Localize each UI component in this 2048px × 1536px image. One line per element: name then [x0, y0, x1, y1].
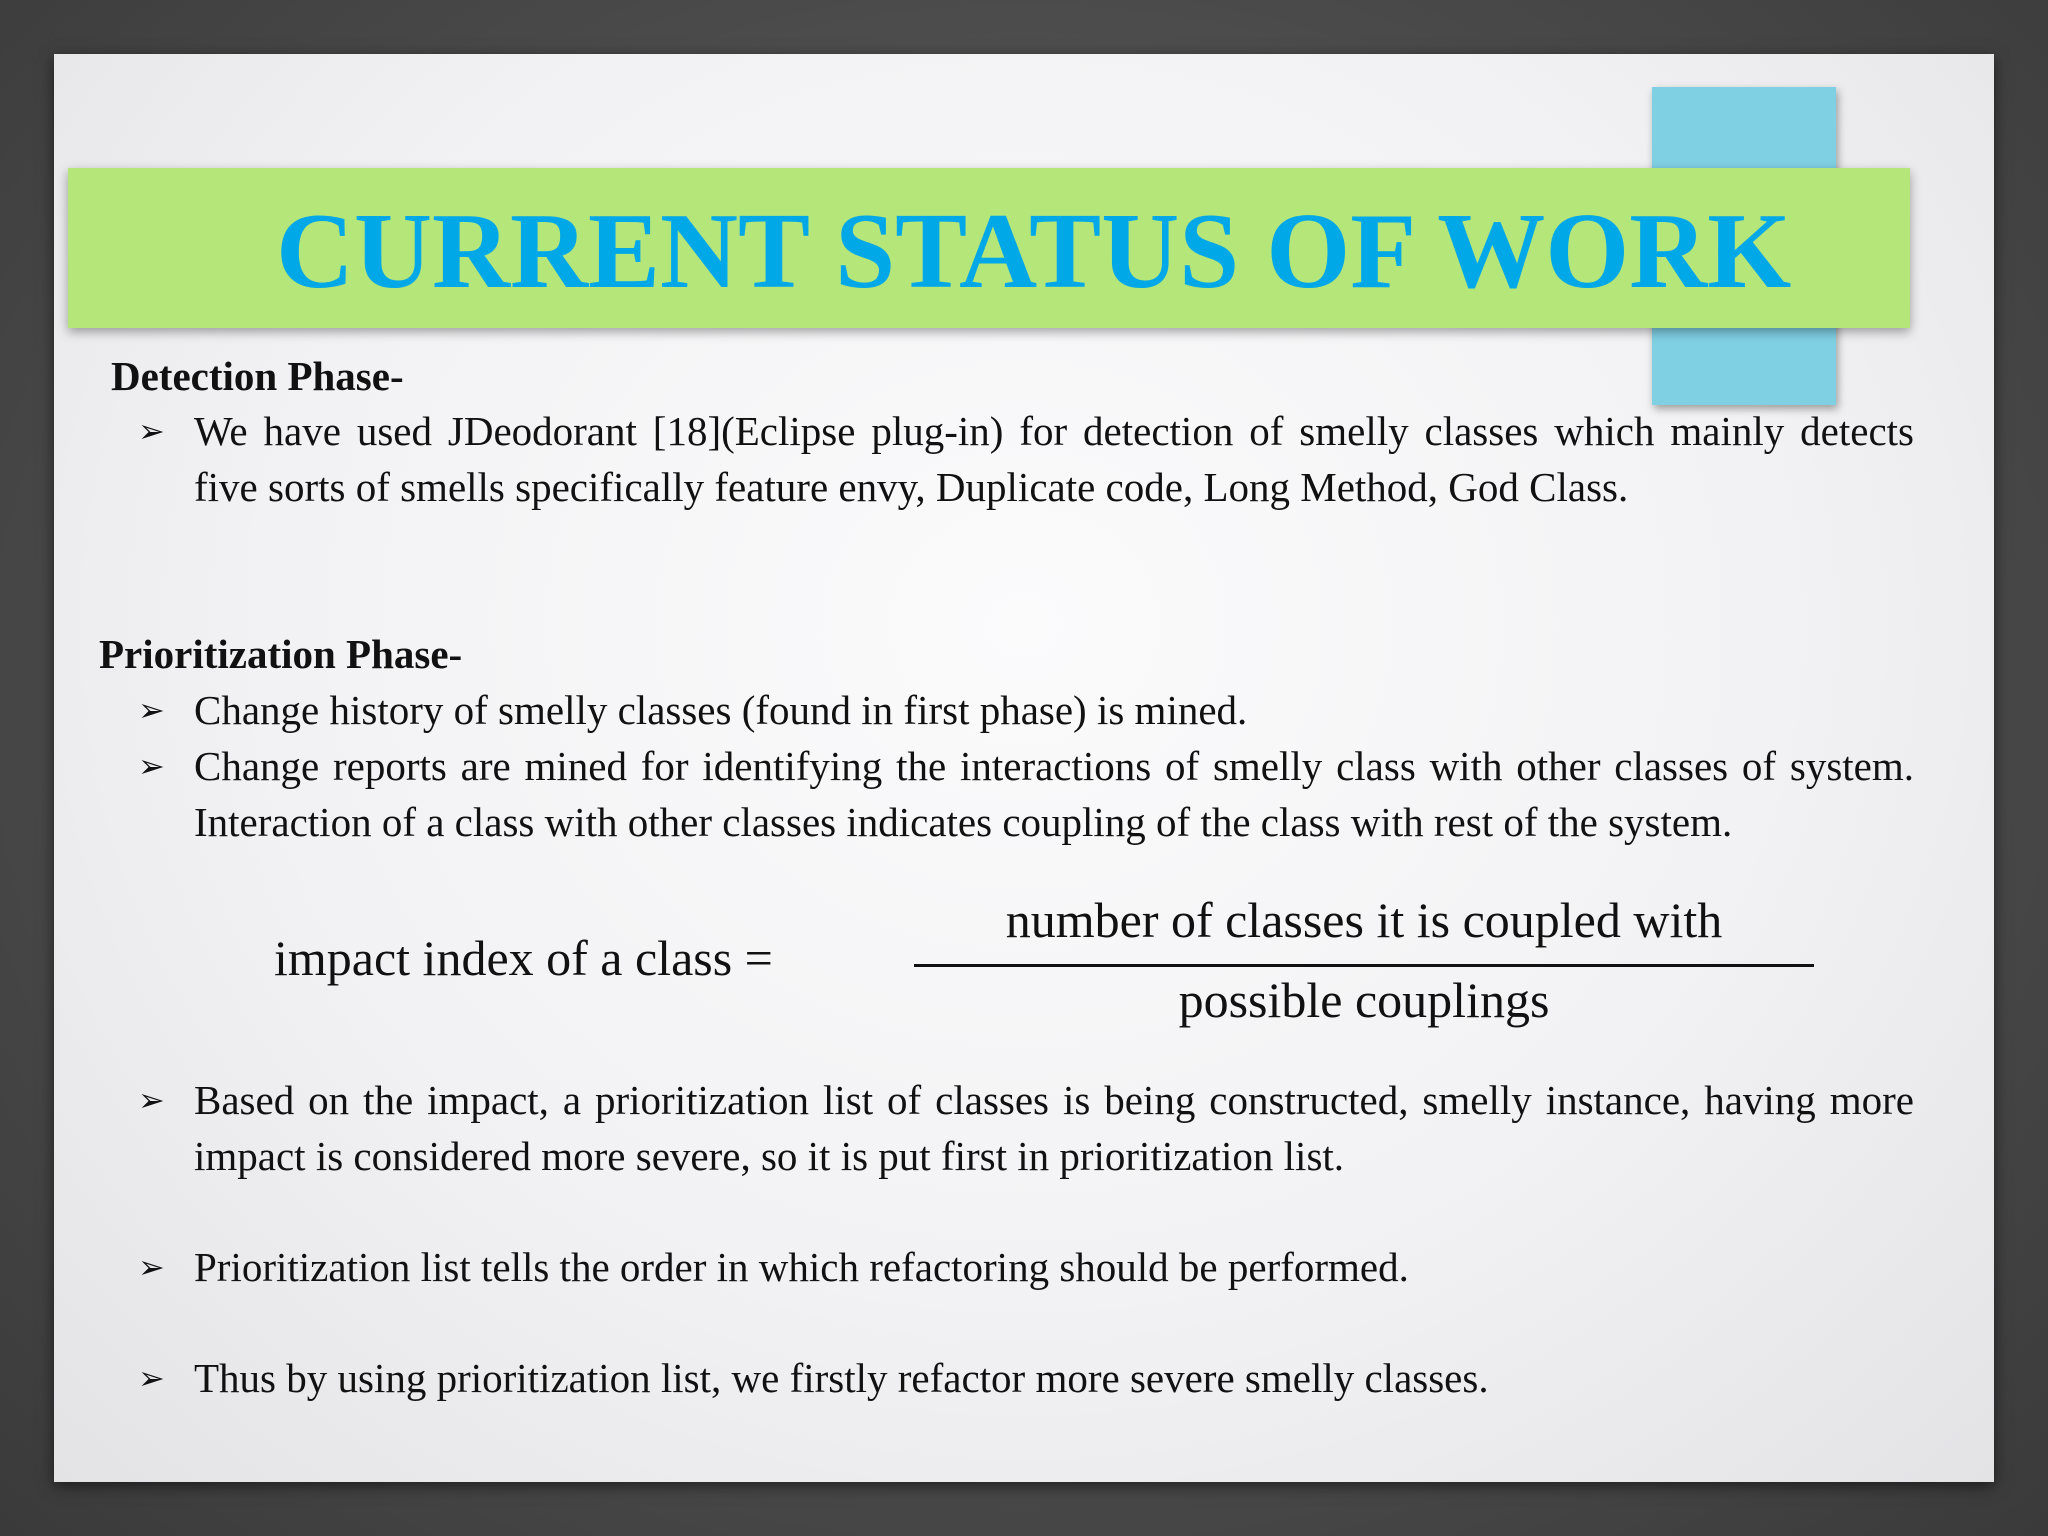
bullet-text: Change reports are mined for identifying the interactions of smelly class with other classes of system. Interaction of a class with other classes indicates coupling of the class with rest of the system. — [194, 743, 1914, 845]
prioritization-phase-heading: Prioritization Phase- — [99, 631, 463, 677]
bullet-text: We have used JDeodorant [18](Eclipse plug-in) for detection of smelly classes which mainly detects five sorts of smells specifically feature envy, Duplicate code, Long Method, God Class. — [194, 408, 1914, 510]
slide-title: CURRENT STATUS OF WORK — [276, 192, 1792, 311]
arrow-bullet-icon: ➢ — [138, 412, 165, 450]
impact-index-formula — [274, 890, 1814, 1040]
arrow-bullet-icon: ➢ — [138, 747, 165, 785]
formula-lhs: impact index of a class = — [274, 930, 773, 986]
arrow-bullet-icon: ➢ — [138, 1359, 165, 1397]
arrow-bullet-icon: ➢ — [138, 691, 165, 729]
bullet-text: Based on the impact, a prioritization list of classes is being constructed, smelly instance, having more impact is considered more severe, so it is put first in prioritization list. — [194, 1077, 1914, 1179]
bullet-text: Thus by using prioritization list, we firstly refactor more severe smelly classes. — [194, 1355, 1489, 1401]
bullet-text: Change history of smelly classes (found in first phase) is mined. — [194, 687, 1248, 733]
formula-denominator: possible couplings — [1178, 972, 1550, 1028]
formula-fraction — [914, 890, 1814, 1040]
arrow-bullet-icon: ➢ — [138, 1081, 165, 1119]
detection-phase-heading: Detection Phase- — [111, 353, 404, 399]
formula-numerator: number of classes it is coupled with — [1005, 892, 1723, 948]
fraction-bar — [914, 964, 1814, 967]
bullet-text: Prioritization list tells the order in which refactoring should be performed. — [194, 1244, 1409, 1290]
arrow-bullet-icon: ➢ — [138, 1248, 165, 1286]
